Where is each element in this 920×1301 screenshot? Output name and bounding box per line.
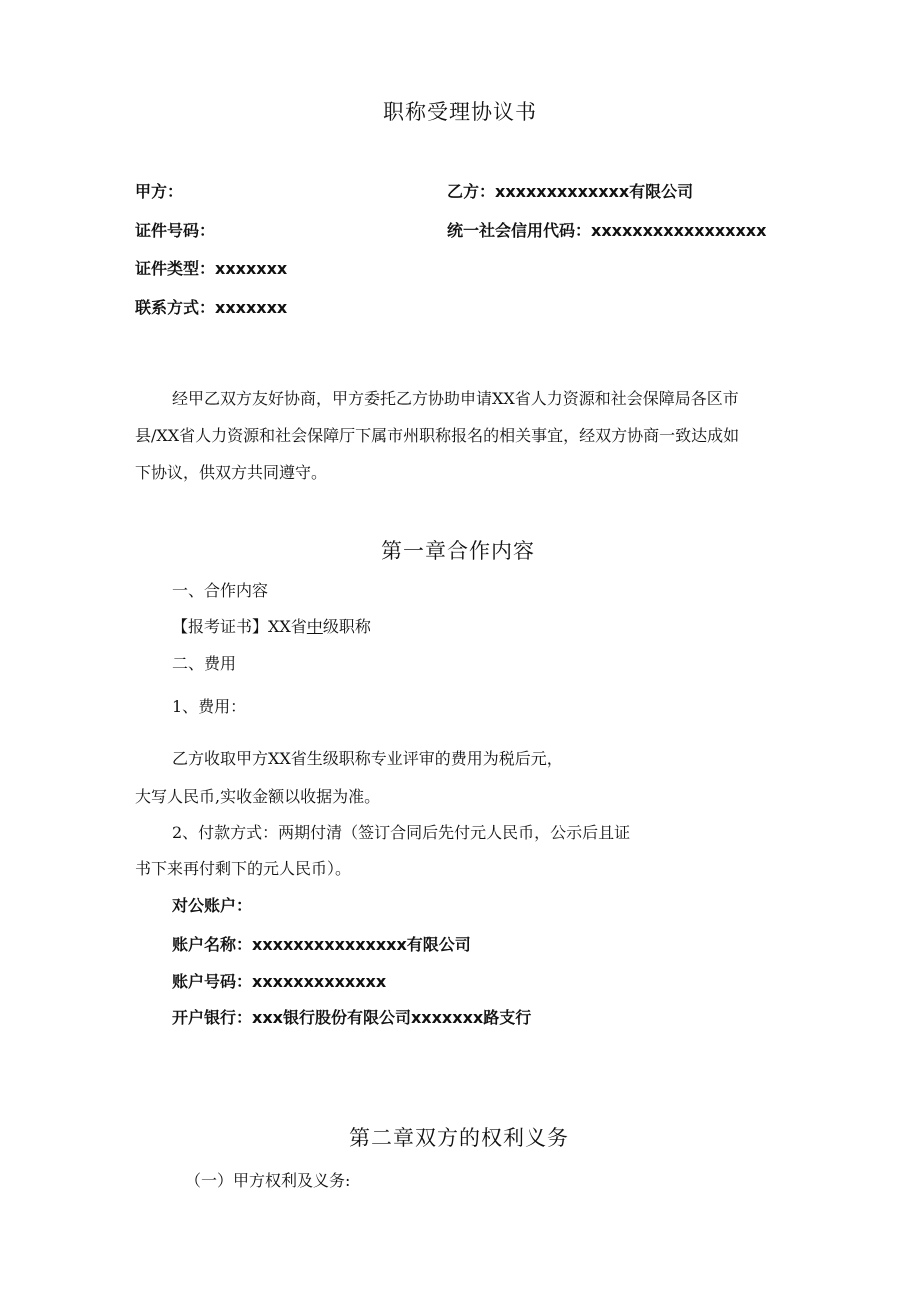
chapter-1-heading: 第一章合作内容: [381, 539, 535, 563]
party-a-id-number: 证件号码：: [135, 221, 216, 240]
fee-label: 1、费用：: [172, 697, 247, 716]
cooperation-item-prefix: 【报考证书】XX省: [172, 617, 307, 636]
bank-name: 开户银行：xxx银行股份有限公司xxxxxxx路支行: [172, 1008, 532, 1027]
fee-line-2: 大写人民币,实收金额以收据为准。: [135, 787, 381, 806]
payment-line-2: 书下来再付剩下的元人民币）。: [135, 859, 352, 878]
section-fees: 二、费用: [172, 654, 237, 673]
payment-line-1: 2、付款方式：两期付清（签订合同后先付元人民币，公示后且证: [172, 823, 631, 842]
party-b-credit-code: 统一社会信用代码：xxxxxxxxxxxxxxxxx: [447, 221, 767, 240]
party-a-contact: 联系方式：xxxxxxx: [135, 298, 288, 317]
fee-line-1: 乙方收取甲方XX省生级职称专业评审的费用为税后元，: [172, 749, 563, 768]
cooperation-item: [172, 614, 371, 637]
cooperation-item-level: 中: [306, 617, 323, 636]
section-party-a-rights: （一）甲方权利及义务:: [185, 1171, 351, 1190]
cooperation-item-suffix: 级职称: [322, 617, 371, 636]
intro-line-3: 下协议，供双方共同遵守。: [135, 463, 328, 482]
intro-line-2: 县/XX省人力资源和社会保障厅下属市州职称报名的相关事宜，经双方协商一致达成如: [135, 426, 740, 445]
intro-line-1: 经甲乙双方友好协商，甲方委托乙方协助申请XX省人力资源和社会保障局各区市: [172, 389, 739, 408]
party-a-id-type: 证件类型：xxxxxxx: [135, 259, 288, 278]
section-cooperation: 一、合作内容: [172, 581, 269, 600]
chapter-2-heading: 第二章双方的权利义务: [349, 1126, 569, 1150]
account-number: 账户号码：xxxxxxxxxxxxx: [172, 972, 387, 991]
account-heading: 对公账户：: [172, 896, 253, 915]
document-title: 职称受理协议书: [383, 100, 537, 124]
account-name: 账户名称：xxxxxxxxxxxxxxx有限公司: [172, 935, 471, 954]
party-a-label: 甲方：: [135, 182, 184, 201]
party-b-label: 乙方：xxxxxxxxxxxxx有限公司: [447, 182, 694, 201]
